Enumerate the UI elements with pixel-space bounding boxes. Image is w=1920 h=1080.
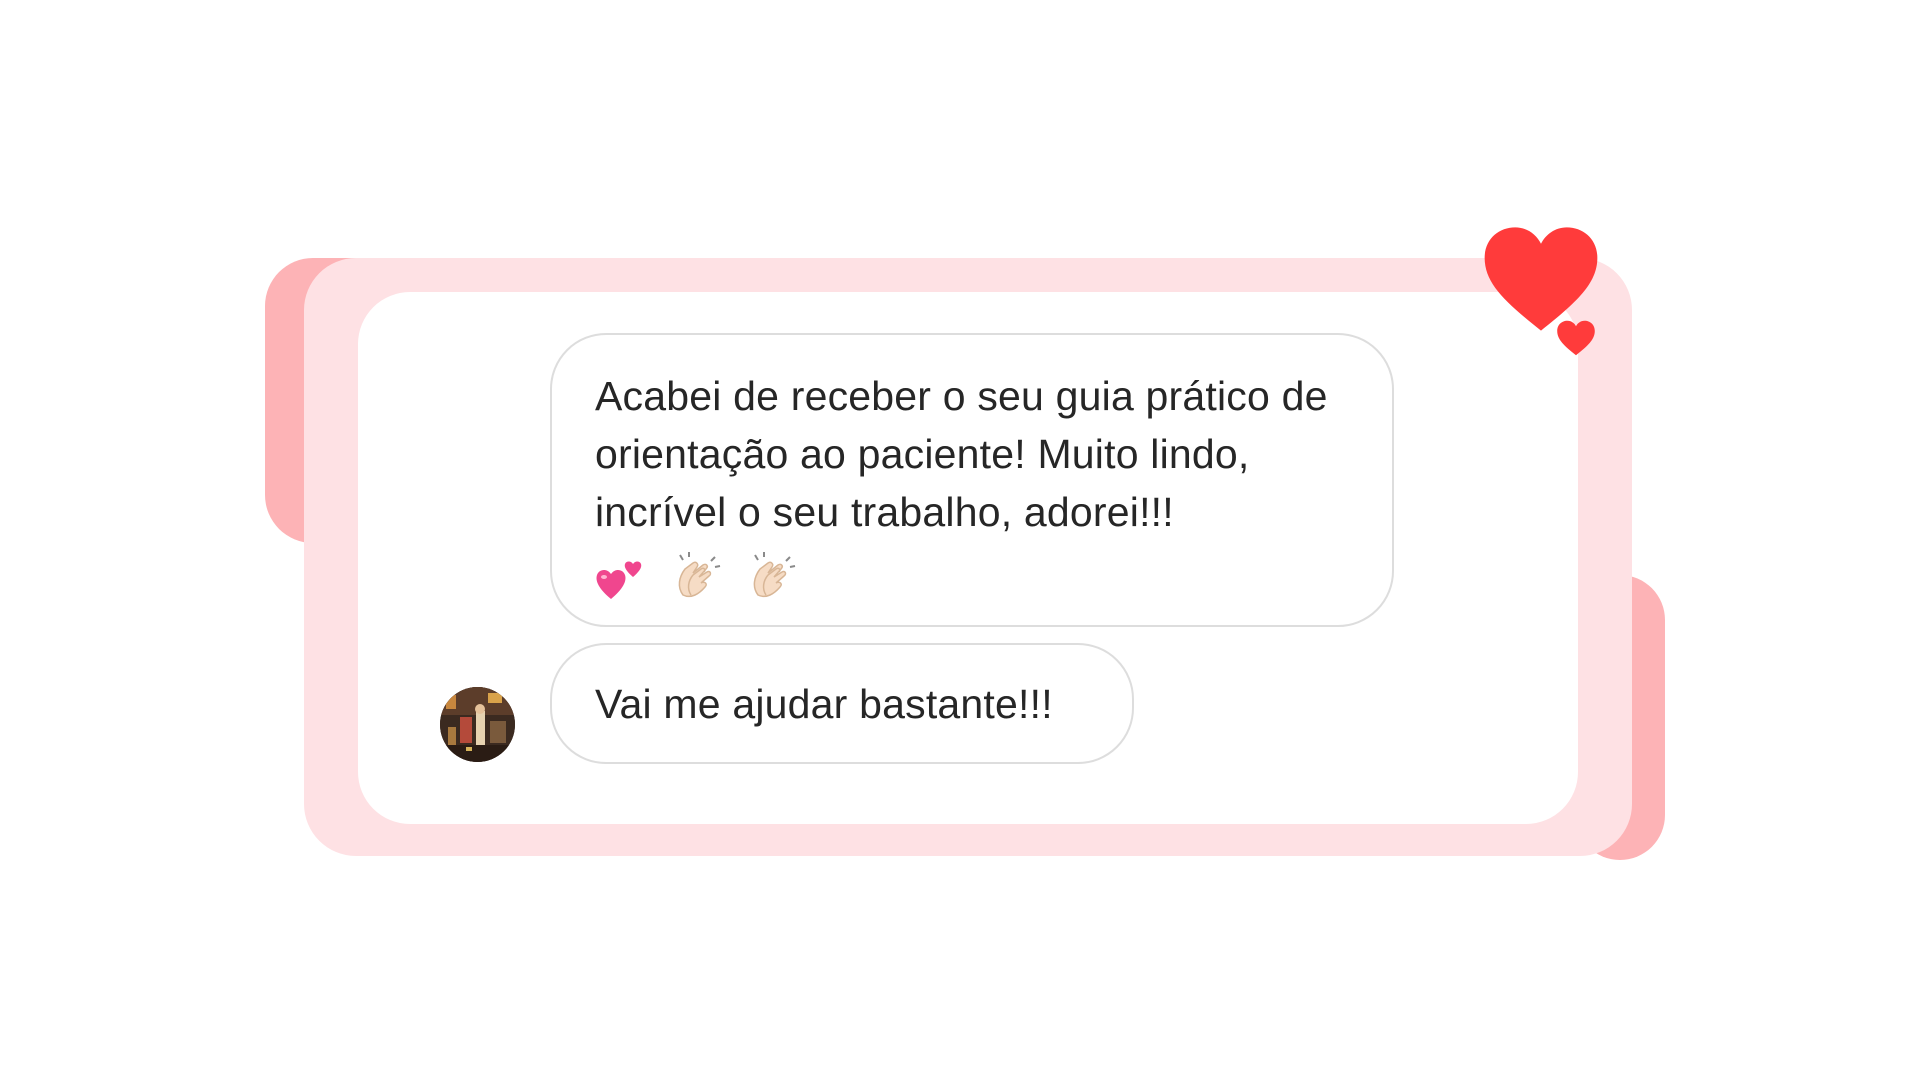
heart-icon	[1482, 225, 1600, 333]
two-hearts-icon	[595, 551, 647, 603]
message-bubble-1	[550, 333, 1394, 627]
message-text-1: Acabei de receber o seu guia prático de orientação ao paciente! Muito lindo, incrível o seu trabalho, adorei!!!	[595, 373, 1328, 535]
avatar[interactable]	[440, 687, 515, 762]
clapping-hands-icon	[671, 551, 723, 603]
message-text-2: Vai me ajudar bastante!!!	[595, 680, 1053, 727]
heart-small-icon	[1556, 320, 1596, 356]
message-bubble-2	[550, 643, 1134, 764]
clapping-hands-icon	[746, 551, 798, 603]
emoji-row	[595, 545, 1352, 603]
